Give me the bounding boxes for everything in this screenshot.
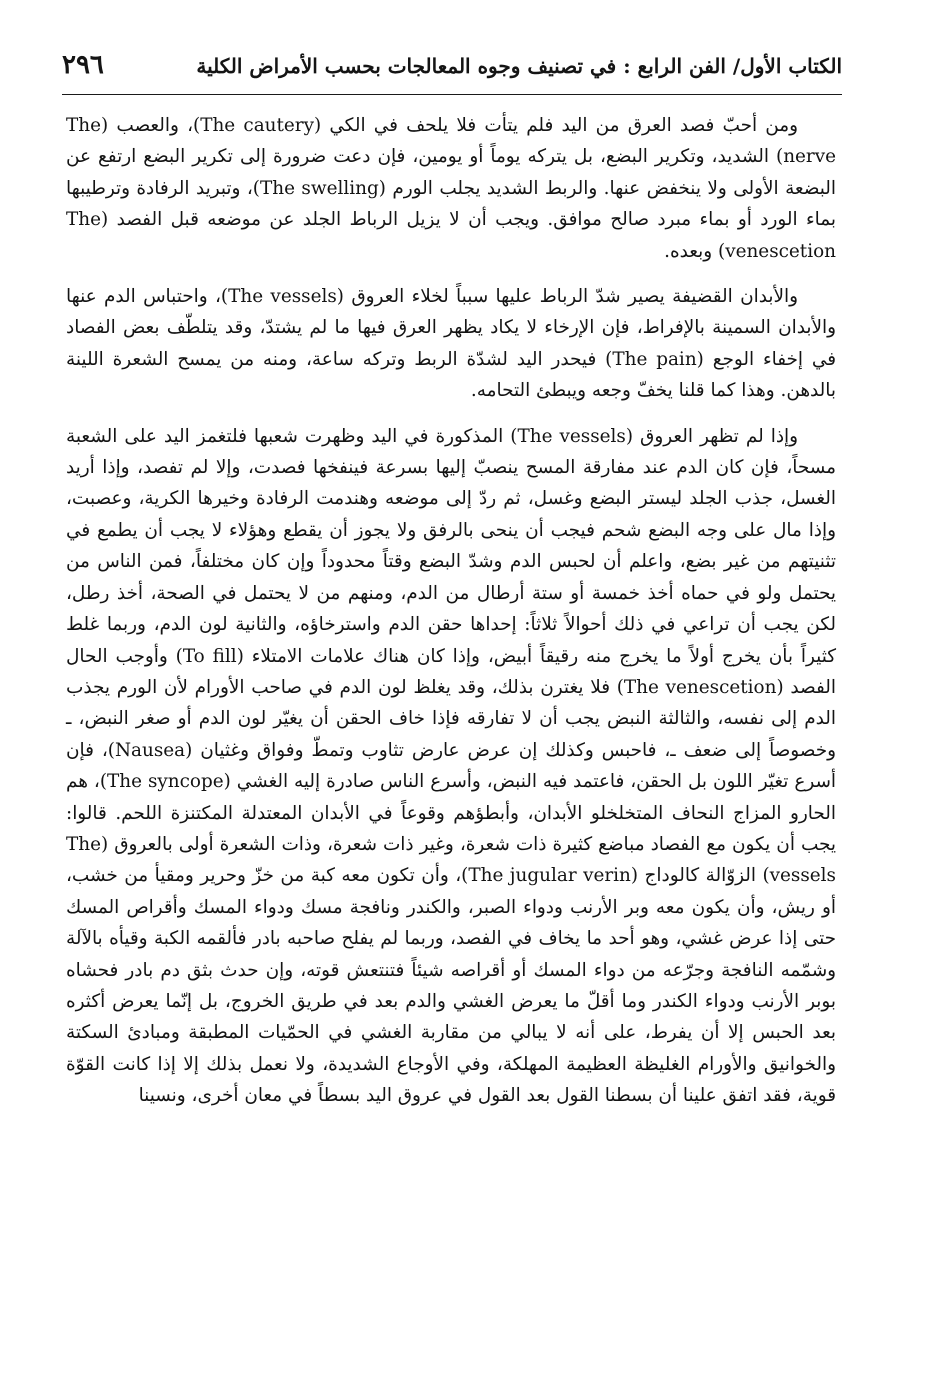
header-divider [62, 94, 842, 95]
paragraph-1: ومن أحبّ فصد العرق من اليد فلم يتأت فلا يلحف في الكي (The cautery)، والعصب (The nerve) الشديد، وتكرير البضع، بل يتركه يوماً أو يومين، فإن دعت ضرورة إلى تكرير البضع ارتفع عن البضعة الأولى ولا ينخفض عنها. والربط الشديد يجلب الورم (The swelling)، وتبريد الرفادة وترطيبها بماء الورد أو بماء مبرد صالح موافق. ويجب أن لا يزيل الرباط الجلد عن موضعه قبل الفصد (The venescetion) وبعده. [66, 115, 837, 262]
paragraph-3: وإذا لم تظهر العروق (The vessels) المذكورة في اليد وظهرت شعبها فلتغمز اليد على الشعبة مسحاً، فإن كان الدم عند مفارقة المسح ينصبّ إليها بسرعة فينفخها فصدت، وإلا لم تفصد، وإذا أريد الغسل، جذب الجلد ليستر البضع وغسل، ثم ردّ إلى موضعه وهندمت الرفادة وخيرها الكرية، وعصبت، وإذا مال على وجه البضع شحم فيجب أن ينحى بالرفق ولا يجوز أن يقطع وهؤلاء لا يجب أن يطمع في تثنيتهم من غير بضع، واعلم أن لحبس الدم وشدّ البضع وقتاً محدوداً وإن كان مختلفاً، فمن الناس من يحتمل ولو في حماه أخذ خمسة أو ستة أرطال من الدم، ومنهم من لا يحتمل في الصحة، أخذ رطل، لكن يجب أن تراعي في ذلك أحوالاً ثلاثاً: إحداها حقن الدم واسترخاؤه، والثانية لون الدم، وربما غلط كثيراً بأن يخرج أولاً ما يخرج منه رقيقاً أبيض، وإذا كان هناك علامات الامتلاء (To fill) وأوجب الحال الفصد (The venescetion) فلا يغترن بذلك، وقد يغلظ لون الدم في صاحب الأورام لأن الورم يجذب الدم إلى نفسه، والثالثة النبض يجب أن لا تفارقه فإذا خاف الحقن أن يغيّر لون الدم أو صغر النبض، ـ وخصوصاً إلى ضعف ـ، فاحبس وكذلك إن عرض عارض تثاوب وتمطّ وفواق وغثيان (Nausea)، فإن أسرع تغيّر اللون بل الحقن، فاعتمد فيه النبض، وأسرع الناس صادرة إليه الغشي (The syncope)، هم الحارو المزاج النحاف المتخلخلو الأبدان، وأبطؤهم وقوعاً في الأبدان المعتدلة المكتنزة اللحم. قالوا: يجب أن يكون مع الفصاد مباضع كثيرة ذات شعرة، وغير ذات شعرة، وذات الشعرة أولى بالعروق (The vessels) الزوّالة كالوداج (The jugular verin)، وأن تكون معه كبة من خزّ وحرير ومقيأ من خشب، أو ريش، وأن يكون معه وبر الأرنب ودواء الصبر، والكندر ونافجة مسك ودواء المسك وأقراص المسك حتى إذا عرض غشي، وهو أحد ما يخاف في الفصد، وربما لم يفلح صاحبه بادر فألقمه الكبة وقيأه بالآلة وشمّمه النافجة وجرّعه من دواء المسك أو أقراصه شيئاً فتنتعش قوته، وإن حدث بثق دم بادر فحشاه بوبر الأرنب ودواء الكندر وما أقلّ ما يعرض الغشي والدم بعد في طريق الخروج، بل إنّما يعرض أكثره بعد الحبس إلا أن يفرط، على أنه لا يبالي من مقاربة الغشي في الحمّيات المطبقة ومبادئ السكتة والخوانيق والأورام الغليظة العظيمة المهلكة، وفي الأوجاع الشديدة، ولا نعمل بذلك إلا إذا كانت القوّة قوية، فقد اتفق علينا أن بسطنا القول بعد القول في عروق اليد بسطاً في معان أخرى، ونسينا [66, 425, 837, 1107]
page-header [62, 40, 842, 84]
page-number: ٢٩٦ [62, 50, 104, 80]
running-title: الكتاب الأول/ الفن الرابع : في تصنيف وجوه المعالجات بحسب الأمراض الكلية [196, 54, 842, 78]
paragraph-2: والأبدان القضيفة يصير شدّ الرباط عليها سبباً لخلاء العروق (The vessels)، واحتباس الدم عنها والأبدان السمينة بالإفراط، فإن الإرخاء لا يكاد يظهر العرق فيها ما لم يشتدّ، وقد يتلطّف بعض الفصاد في إخفاء الوجع (The pain) فيحدر اليد لشدّة الربط وتركه ساعة، ومنه من يمسح الشعرة اللينة بالدهن. وهذا كما قلنا يخفّ وجعه ويبطئ التحامه. [66, 286, 836, 402]
body-text [66, 110, 836, 1112]
